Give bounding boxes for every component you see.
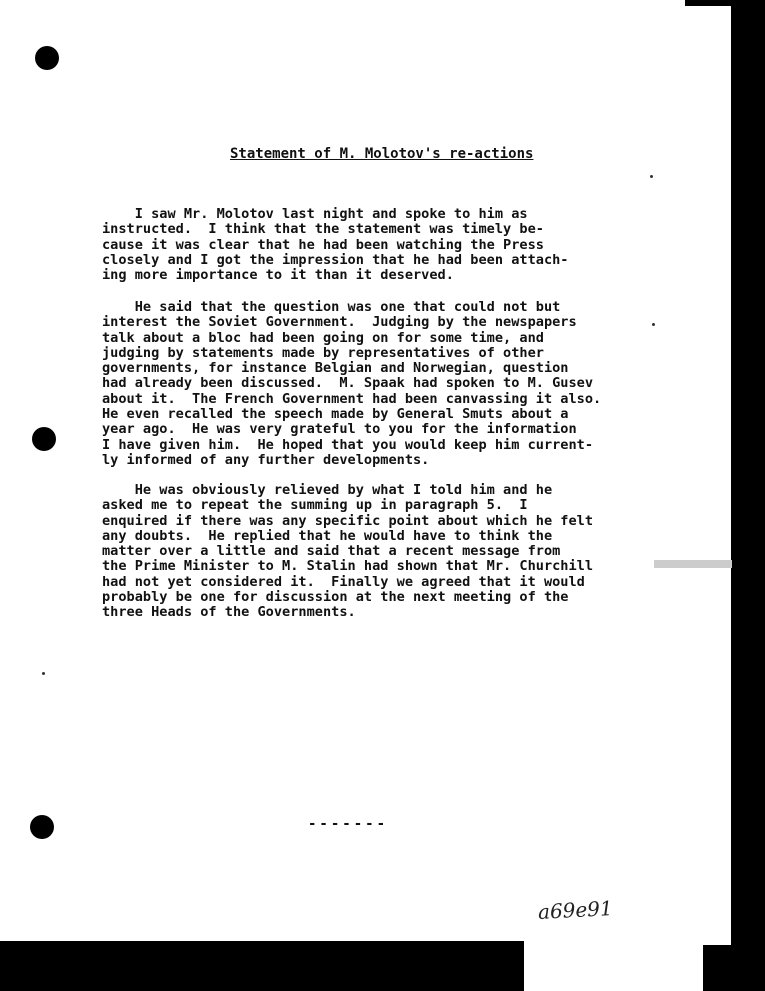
paragraph-3: He was obviously relieved by what I told him and he asked me to repeat the summing up in paragraph 5. I enquired if there was any specific point about which he felt any doubts. He replied that he would have to think the matter over a little and said that a recent message from the Prime Minister to M. Stalin had shown that Mr. Churchill had not yet considered it. Finally we agreed that it would probably be one for discussion at the next meeting of the three Heads of the Governments. xyxy=(102,482,594,621)
handwritten-reference: a69e91 xyxy=(537,896,614,924)
speck xyxy=(652,323,655,326)
scan-border-bottom-right xyxy=(703,945,765,991)
scan-smudge xyxy=(654,560,732,568)
punch-hole-top xyxy=(35,46,59,70)
speck xyxy=(650,175,653,178)
separator-line: ------- xyxy=(308,816,389,832)
speck xyxy=(42,672,45,675)
document-title: Statement of M. Molotov's re-actions xyxy=(230,146,534,162)
scan-border-bottom-left xyxy=(0,941,524,991)
scan-border-right xyxy=(731,0,765,991)
scan-border-top xyxy=(685,0,765,6)
punch-hole-bottom xyxy=(30,815,54,839)
punch-hole-middle xyxy=(32,427,56,451)
paragraph-2: He said that the question was one that could not but interest the Soviet Government. Judging by the newspapers talk about a bloc had been going on for some time, and judging by statements made by representatives of other governments, for instance Belgian and Norwegian, question had already been discussed. M. Spaak had spoken to M. Gusev about it. The French Government had been canvassing it also. He even recalled the speech made by General Smuts about a year ago. He was very grateful to you for the information I have given him. He hoped that you would keep him current- ly informed of any further developments. xyxy=(102,299,602,468)
paragraph-1: I saw Mr. Molotov last night and spoke to him as instructed. I think that the statement was timely be- cause it was clear that he had been watching the Press closely and I got the impression that he had been attach- ing more importance to it than it deserved. xyxy=(102,206,569,284)
